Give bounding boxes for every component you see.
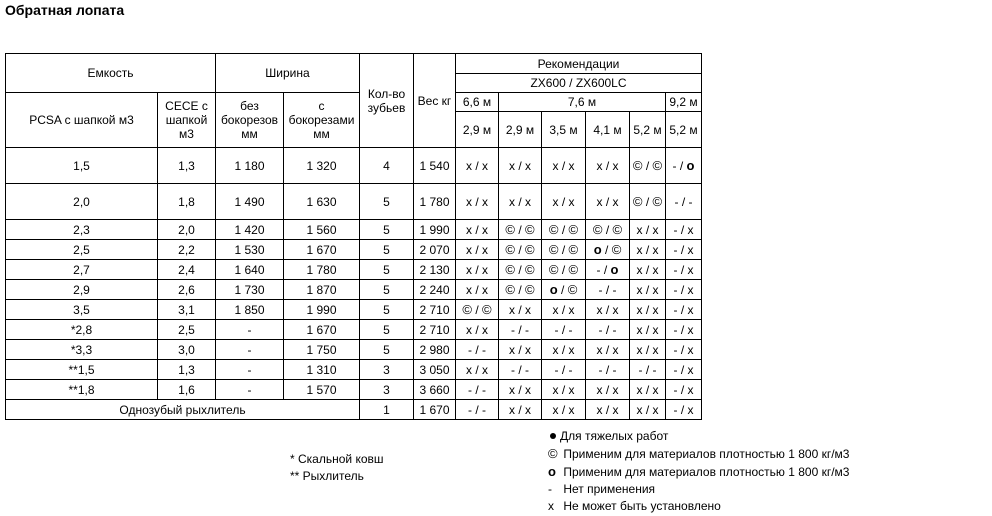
cece-cell: 3,1 — [158, 300, 216, 320]
header-width-without: без бокорезов мм — [216, 93, 284, 148]
table-row — [6, 340, 702, 360]
header-width-with: с бокорезами мм — [284, 93, 360, 148]
table-row — [6, 360, 702, 380]
width-with-cell: 1 560 — [284, 220, 360, 240]
recommendation-cell: - / o — [666, 148, 702, 184]
recommendation-cell: - / - — [456, 340, 499, 360]
recommendation-cell: © / © — [586, 220, 630, 240]
weight-cell: 2 240 — [414, 280, 456, 300]
recommendation-cell: x / x — [542, 340, 586, 360]
recommendation-cell: - / x — [666, 360, 702, 380]
recommendation-cell: o / © — [586, 240, 630, 260]
recommendation-cell: - / x — [666, 260, 702, 280]
recommendation-cell: x / x — [456, 360, 499, 380]
note-rock-bucket: * Скальной ковш — [290, 452, 384, 466]
recommendation-cell: x / x — [630, 320, 666, 340]
recommendation-cell: x / x — [586, 300, 630, 320]
recommendation-cell: - / x — [666, 300, 702, 320]
recommendation-cell: x / x — [586, 340, 630, 360]
pcsa-cell: 2,5 — [6, 240, 158, 260]
recommendation-cell: © / © — [542, 240, 586, 260]
teeth-cell: 4 — [360, 148, 414, 184]
legend-copyright: © Применим для материалов плотностью 1 800 кг/м3 — [548, 446, 850, 461]
recommendation-cell: - / - — [586, 360, 630, 380]
table-row — [6, 320, 702, 340]
width-without-cell: 1 850 — [216, 300, 284, 320]
cece-cell: 2,2 — [158, 240, 216, 260]
table-row — [6, 300, 702, 320]
recommendation-cell: x / x — [456, 260, 499, 280]
weight-cell: 1 540 — [414, 148, 456, 184]
recommendation-cell: - / x — [666, 400, 702, 420]
recommendation-cell: x / x — [630, 400, 666, 420]
recommendation-cell: x / x — [499, 340, 542, 360]
width-without-cell: 1 730 — [216, 280, 284, 300]
weight-cell: 1 670 — [414, 400, 456, 420]
cece-cell: 1,6 — [158, 380, 216, 400]
recommendation-cell: x / x — [456, 320, 499, 340]
recommendation-cell: x / x — [499, 400, 542, 420]
header-arm: 3,5 м — [542, 112, 586, 148]
cece-cell: 3,0 — [158, 340, 216, 360]
recommendation-cell: x / x — [499, 184, 542, 220]
cece-cell: 1,3 — [158, 148, 216, 184]
recommendation-cell: x / x — [456, 148, 499, 184]
recommendation-cell: x / x — [542, 400, 586, 420]
recommendation-cell: - / - — [586, 320, 630, 340]
width-without-cell: 1 180 — [216, 148, 284, 184]
header-cece: CECE с шапкой м3 — [158, 93, 216, 148]
recommendation-cell: © / © — [542, 260, 586, 280]
ripper-label-cell: Однозубый рыхлитель — [6, 400, 360, 420]
width-with-cell: 1 870 — [284, 280, 360, 300]
table-row — [6, 220, 702, 240]
legend-heavy: Для тяжелых работ — [548, 428, 849, 445]
recommendation-cell: © / © — [499, 220, 542, 240]
header-arm: 2,9 м — [456, 112, 499, 148]
footnotes — [290, 451, 384, 485]
width-with-cell: 1 310 — [284, 360, 360, 380]
recommendation-cell: - / - — [542, 360, 586, 380]
width-without-cell: - — [216, 340, 284, 360]
recommendation-cell: x / x — [456, 240, 499, 260]
pcsa-cell: 2,9 — [6, 280, 158, 300]
table-row — [6, 148, 702, 184]
recommendation-cell: - / - — [630, 360, 666, 380]
table-row — [6, 240, 702, 260]
header-model: ZX600 / ZX600LC — [456, 74, 702, 93]
recommendation-cell: © / © — [499, 240, 542, 260]
recommendation-cell: - / x — [666, 240, 702, 260]
teeth-cell: 5 — [360, 260, 414, 280]
weight-cell: 1 780 — [414, 184, 456, 220]
header-arm: 5,2 м — [666, 112, 702, 148]
header-boom-76: 7,6 м — [499, 93, 666, 112]
recommendation-cell: x / x — [586, 380, 630, 400]
teeth-cell: 5 — [360, 300, 414, 320]
legend-circle: o Применим для материалов плотностью 1 800 кг/м3 — [548, 464, 850, 479]
legend-x: x Не может быть установлено — [548, 499, 721, 513]
pcsa-cell: 2,0 — [6, 184, 158, 220]
weight-cell: 2 070 — [414, 240, 456, 260]
cece-cell: 2,6 — [158, 280, 216, 300]
weight-cell: 3 660 — [414, 380, 456, 400]
recommendation-cell: © / © — [499, 260, 542, 280]
cece-cell: 2,5 — [158, 320, 216, 340]
recommendation-cell: © / © — [456, 300, 499, 320]
page-title: Обратная лопата — [5, 2, 125, 18]
teeth-cell: 5 — [360, 320, 414, 340]
table-row — [6, 184, 702, 220]
recommendation-cell: x / x — [630, 240, 666, 260]
recommendation-cell: - / - — [456, 380, 499, 400]
teeth-cell: 5 — [360, 220, 414, 240]
recommendation-cell: x / x — [542, 184, 586, 220]
recommendation-cell: - / o — [586, 260, 630, 280]
legend — [548, 428, 849, 515]
bucket-spec-table — [5, 53, 702, 420]
teeth-cell: 1 — [360, 400, 414, 420]
width-with-cell: 1 670 — [284, 320, 360, 340]
pcsa-cell: *2,8 — [6, 320, 158, 340]
recommendation-cell: o / © — [542, 280, 586, 300]
header-capacity: Емкость — [6, 54, 216, 93]
weight-cell: 2 710 — [414, 300, 456, 320]
recommendation-cell: © / © — [630, 148, 666, 184]
teeth-cell: 5 — [360, 184, 414, 220]
recommendation-cell: x / x — [630, 300, 666, 320]
header-recommendations: Рекомендации — [456, 54, 702, 74]
recommendation-cell: x / x — [542, 300, 586, 320]
width-with-cell: 1 990 — [284, 300, 360, 320]
weight-cell: 2 710 — [414, 320, 456, 340]
width-without-cell: - — [216, 360, 284, 380]
width-with-cell: 1 750 — [284, 340, 360, 360]
weight-cell: 2 980 — [414, 340, 456, 360]
recommendation-cell: x / x — [630, 340, 666, 360]
recommendation-cell: - / - — [666, 184, 702, 220]
header-arm: 5,2 м — [630, 112, 666, 148]
width-without-cell: - — [216, 320, 284, 340]
pcsa-cell: **1,8 — [6, 380, 158, 400]
recommendation-cell: - / - — [499, 320, 542, 340]
recommendation-cell: x / x — [630, 220, 666, 240]
recommendation-cell: x / x — [630, 380, 666, 400]
recommendation-cell: x / x — [630, 280, 666, 300]
recommendation-cell: - / x — [666, 340, 702, 360]
width-with-cell: 1 780 — [284, 260, 360, 280]
table-row — [6, 280, 702, 300]
pcsa-cell: 1,5 — [6, 148, 158, 184]
recommendation-cell: x / x — [499, 148, 542, 184]
pcsa-cell: 2,7 — [6, 260, 158, 280]
recommendation-cell: - / - — [542, 320, 586, 340]
recommendation-cell: © / © — [630, 184, 666, 220]
recommendation-cell: - / - — [499, 360, 542, 380]
recommendation-cell: x / x — [586, 400, 630, 420]
recommendation-cell: x / x — [542, 380, 586, 400]
recommendation-cell: - / x — [666, 380, 702, 400]
table-row — [6, 380, 702, 400]
width-without-cell: 1 420 — [216, 220, 284, 240]
recommendation-cell: x / x — [499, 380, 542, 400]
pcsa-cell: *3,3 — [6, 340, 158, 360]
header-teeth: Кол-во зубьев — [360, 54, 414, 148]
recommendation-cell: x / x — [586, 184, 630, 220]
header-width: Ширина — [216, 54, 360, 93]
width-with-cell: 1 630 — [284, 184, 360, 220]
teeth-cell: 5 — [360, 240, 414, 260]
note-ripper: ** Рыхлитель — [290, 469, 364, 483]
cece-cell: 2,4 — [158, 260, 216, 280]
recommendation-cell: x / x — [542, 148, 586, 184]
width-without-cell: 1 530 — [216, 240, 284, 260]
recommendation-cell: x / x — [586, 148, 630, 184]
weight-cell: 3 050 — [414, 360, 456, 380]
header-boom-66: 6,6 м — [456, 93, 499, 112]
cece-cell: 1,3 — [158, 360, 216, 380]
teeth-cell: 3 — [360, 380, 414, 400]
table-row — [6, 260, 702, 280]
recommendation-cell: x / x — [456, 184, 499, 220]
recommendation-cell: x / x — [456, 280, 499, 300]
width-without-cell: - — [216, 380, 284, 400]
width-with-cell: 1 570 — [284, 380, 360, 400]
recommendation-cell: - / - — [456, 400, 499, 420]
cece-cell: 1,8 — [158, 184, 216, 220]
recommendation-cell: © / © — [499, 280, 542, 300]
header-weight: Вес кг — [414, 54, 456, 148]
header-boom-92: 9,2 м — [666, 93, 702, 112]
table-row-ripper — [6, 400, 702, 420]
weight-cell: 2 130 — [414, 260, 456, 280]
teeth-cell: 5 — [360, 340, 414, 360]
cece-cell: 2,0 — [158, 220, 216, 240]
pcsa-cell: 3,5 — [6, 300, 158, 320]
recommendation-cell: - / x — [666, 280, 702, 300]
header-arm: 4,1 м — [586, 112, 630, 148]
recommendation-cell: © / © — [542, 220, 586, 240]
recommendation-cell: - / x — [666, 320, 702, 340]
recommendation-cell: x / x — [499, 300, 542, 320]
width-without-cell: 1 640 — [216, 260, 284, 280]
pcsa-cell: 2,3 — [6, 220, 158, 240]
width-with-cell: 1 320 — [284, 148, 360, 184]
teeth-cell: 5 — [360, 280, 414, 300]
width-without-cell: 1 490 — [216, 184, 284, 220]
recommendation-cell: x / x — [630, 260, 666, 280]
recommendation-cell: - / x — [666, 220, 702, 240]
teeth-cell: 3 — [360, 360, 414, 380]
pcsa-cell: **1,5 — [6, 360, 158, 380]
weight-cell: 1 990 — [414, 220, 456, 240]
legend-dash: - Нет применения — [548, 482, 656, 496]
recommendation-cell: - / - — [586, 280, 630, 300]
header-arm: 2,9 м — [499, 112, 542, 148]
recommendation-cell: x / x — [456, 220, 499, 240]
header-pcsa: PCSA с шапкой м3 — [6, 93, 158, 148]
width-with-cell: 1 670 — [284, 240, 360, 260]
bullet-icon — [550, 433, 556, 439]
